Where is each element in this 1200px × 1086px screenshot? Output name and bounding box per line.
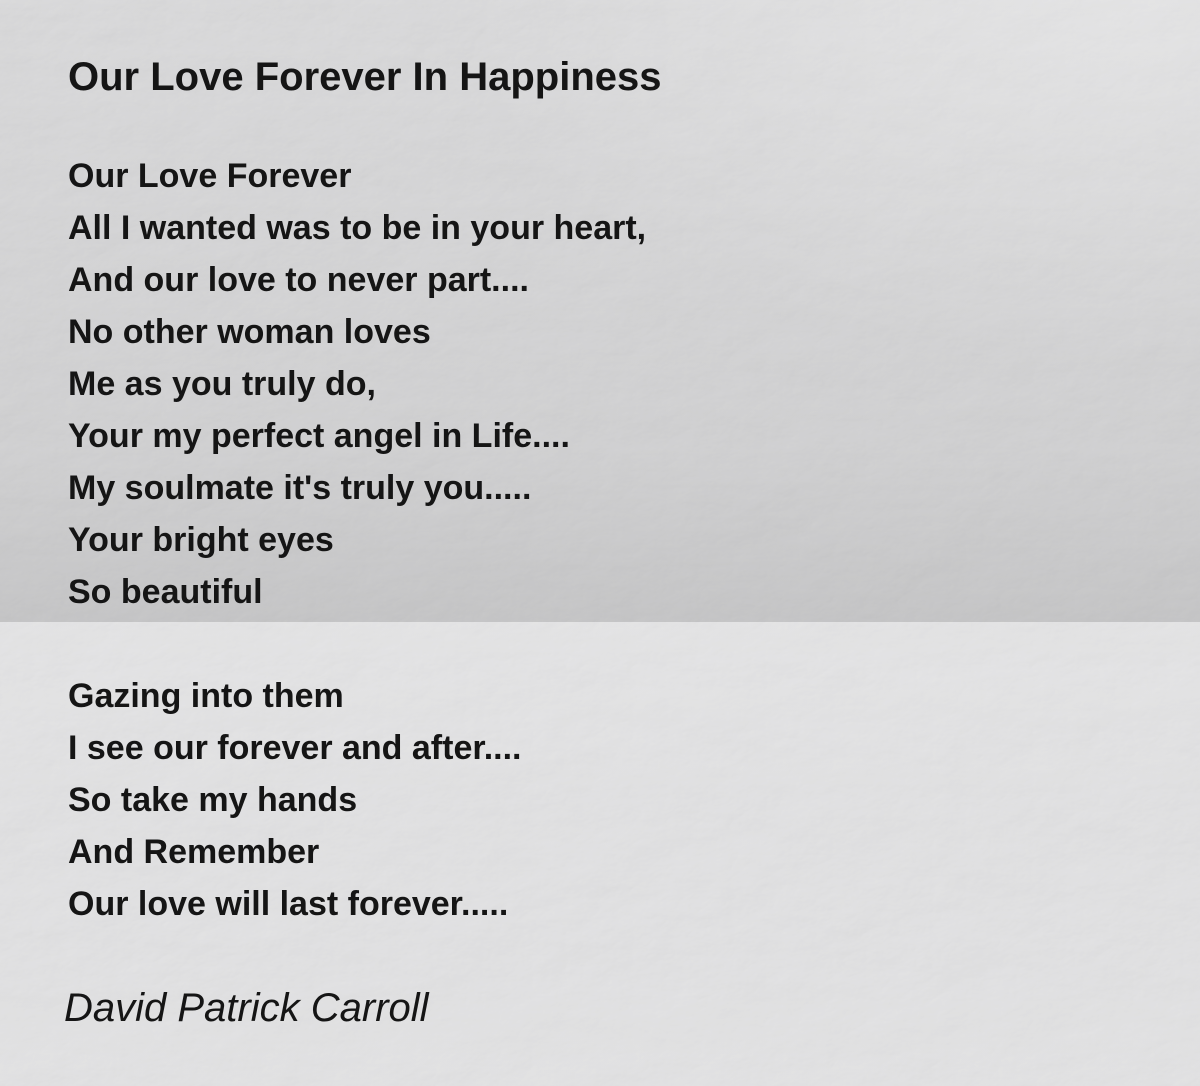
- poem-line: Your bright eyes: [68, 521, 334, 559]
- poem-line: So take my hands: [68, 781, 358, 819]
- poem-line: Our love will last forever.....: [68, 885, 509, 923]
- poem-body: [68, 150, 646, 930]
- stanza-1: [68, 150, 646, 618]
- poem-line: All I wanted was to be in your heart,: [68, 209, 647, 247]
- poem-line: So beautiful: [68, 573, 263, 611]
- poem-line: No other woman loves: [68, 313, 431, 351]
- poem-line: My soulmate it's truly you.....: [68, 469, 532, 507]
- poem-line: Our Love Forever: [68, 157, 352, 195]
- poem-line: Me as you truly do,: [68, 365, 376, 403]
- poem-line: Your my perfect angel in Life....: [68, 417, 570, 455]
- stanza-2: [68, 670, 646, 930]
- poem-line: And Remember: [68, 833, 320, 871]
- poem-line: I see our forever and after....: [68, 729, 522, 767]
- poem-title: Our Love Forever In Happiness: [68, 55, 662, 99]
- poem-line: And our love to never part....: [68, 261, 529, 299]
- poem-line: Gazing into them: [68, 677, 344, 715]
- poem-author: David Patrick Carroll: [64, 986, 429, 1030]
